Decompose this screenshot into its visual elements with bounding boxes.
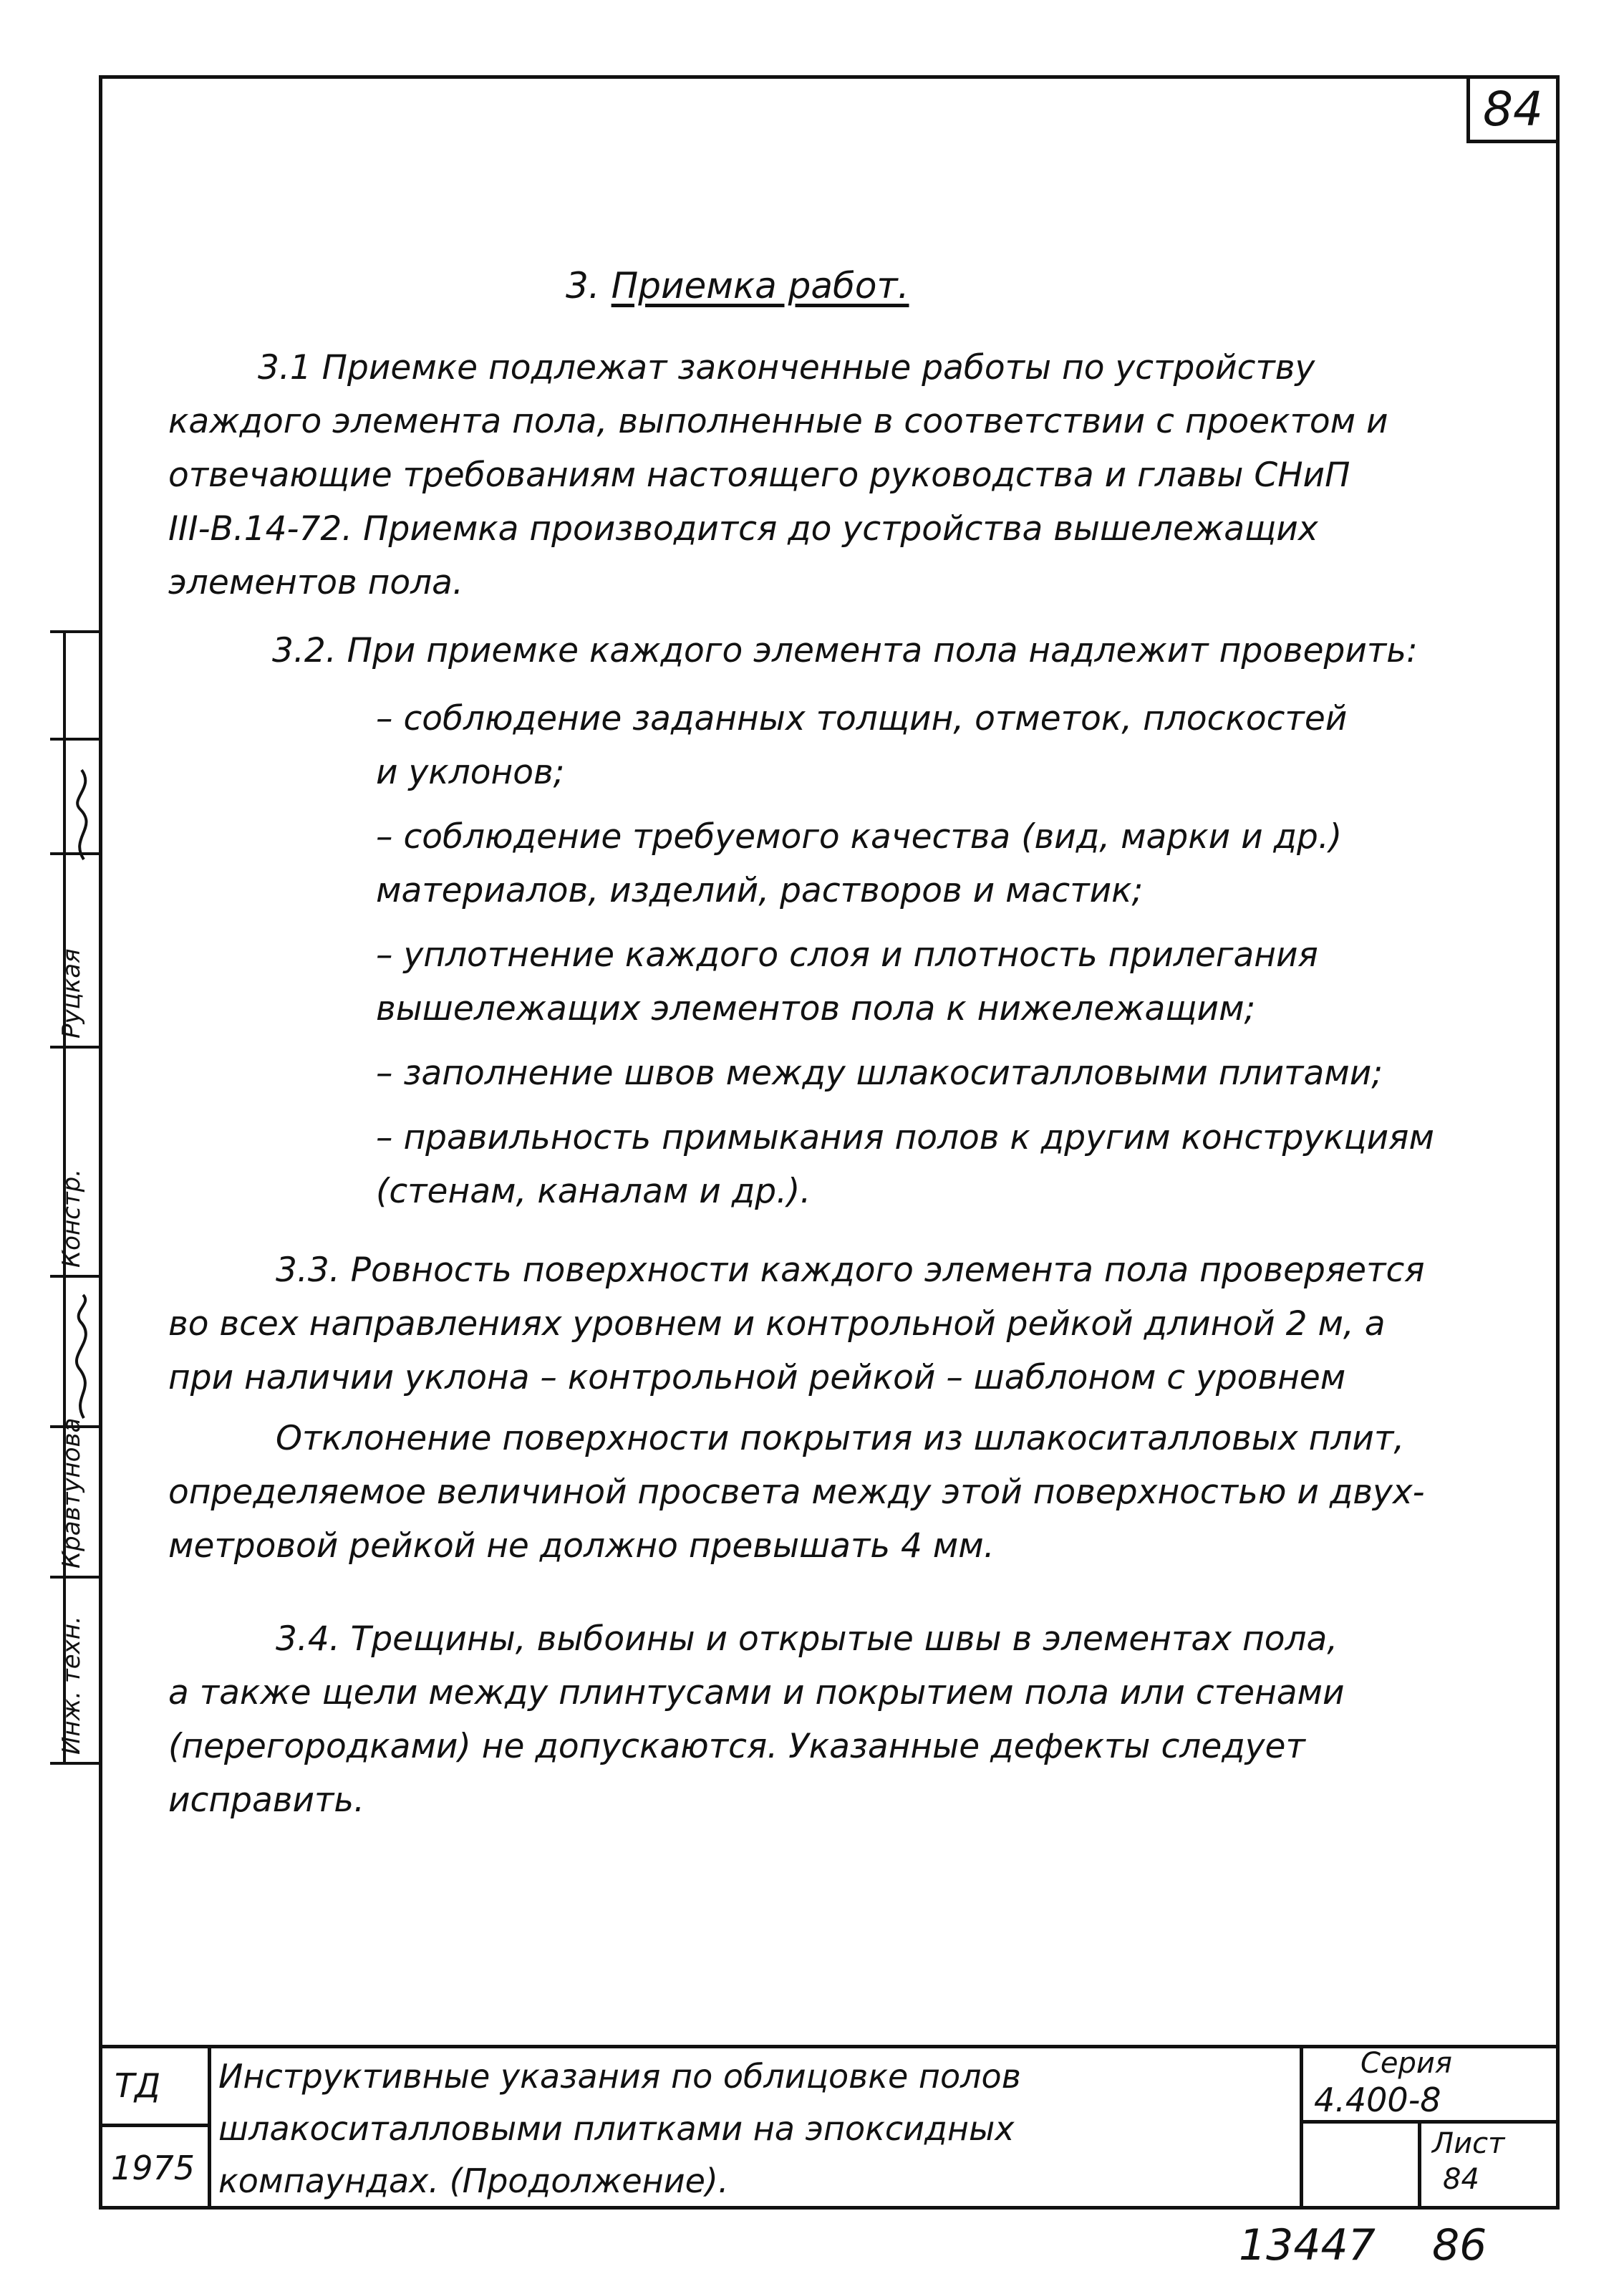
title-block-divider — [1418, 2120, 1421, 2210]
frame-top-border — [99, 75, 1560, 79]
p31-line-4: III-В.14-72. Приемка производится до устройства вышележащих — [168, 509, 1318, 549]
side-label-rutskaya: Руцкая — [57, 948, 86, 1039]
p34-line-4: исправить. — [168, 1781, 365, 1820]
side-strip-tick — [50, 630, 99, 633]
title-block-org: ТД — [115, 2066, 161, 2105]
section-heading — [566, 265, 909, 307]
p32-item-1b: и уклонов; — [376, 753, 565, 792]
sheet-label: Лист — [1432, 2127, 1505, 2160]
title-block-divider — [1300, 2045, 1303, 2210]
page-number: 84 — [1466, 75, 1556, 143]
p33-line-3: при наличии уклона – контрольной рейкой – шаблоном с уровнем — [168, 1358, 1346, 1397]
side-strip-tick — [50, 738, 99, 741]
title-block-divider — [99, 2124, 211, 2127]
side-label-eng-tech: Инж. техн. — [57, 1616, 86, 1755]
p32-item-2b: материалов, изделий, растворов и мастик; — [376, 871, 1144, 910]
p32-intro: 3.2. При приемке каждого элемента пола надлежит проверить: — [272, 631, 1418, 670]
p34-line-1: 3.4. Трещины, выбоины и открытые швы в элементах пола, — [276, 1619, 1338, 1659]
p32-item-3b: вышележащих элементов пола к нижележащим; — [376, 989, 1256, 1028]
side-strip-tick — [50, 1275, 99, 1278]
p31-line-3: отвечающие требованиям настоящего руководства и главы СНиП — [168, 456, 1350, 495]
signature-mark — [66, 759, 102, 867]
title-block-divider — [208, 2045, 211, 2210]
sheet-value: 84 — [1443, 2163, 1479, 2196]
p34-line-3: (перегородками) не допускаются. Указанные дефекты следует — [168, 1727, 1305, 1766]
title-block-desc-3: компаундах. (Продолжение). — [218, 2162, 729, 2200]
section-title: Приемка работ. — [611, 265, 909, 307]
title-block-desc-2: шлакоситалловыми плитками на эпоксидных — [218, 2109, 1015, 2148]
title-block-year: 1975 — [111, 2149, 195, 2187]
p31-line-1: 3.1 Приемке подлежат законченные работы по устройству — [258, 348, 1315, 387]
p32-item-5b: (стенам, каналам и др.). — [376, 1172, 811, 1211]
p33b-line-2: определяемое величиной просвета между этой поверхностью и двух- — [168, 1473, 1425, 1512]
side-strip-tick — [50, 1576, 99, 1579]
p33b-line-1: Отклонение поверхности покрытия из шлакоситалловых плит, — [276, 1419, 1405, 1458]
p32-item-5a: – правильность примыкания полов к другим конструкциям — [376, 1118, 1434, 1157]
signature-mark — [66, 1289, 102, 1425]
p32-item-4: – заполнение швов между шлакоситалловыми плитами; — [376, 1054, 1383, 1093]
frame-left-border — [99, 75, 102, 2210]
title-block-desc-1: Инструктивные указания по облицовке полов — [218, 2057, 1021, 2096]
section-number: 3. — [566, 265, 600, 307]
side-strip-tick — [50, 1762, 99, 1765]
p33b-line-3: метровой рейкой не должно превышать 4 мм. — [168, 1526, 995, 1566]
p32-item-1a: – соблюдение заданных толщин, отметок, плоскостей — [376, 699, 1348, 738]
title-block-divider — [1300, 2120, 1560, 2124]
p33-line-1: 3.3. Ровность поверхности каждого элемента пола проверяется — [276, 1251, 1425, 1290]
p34-line-2: а также щели между плинтусами и покрытием пола или стенами — [168, 1673, 1345, 1712]
p32-item-3a: – уплотнение каждого слоя и плотность прилегания — [376, 935, 1318, 975]
side-label-kravtunova: Кравтунова — [57, 1417, 86, 1569]
p31-line-2: каждого элемента пола, выполненные в соответствии с проектом и — [168, 402, 1388, 441]
series-label: Серия — [1360, 2047, 1452, 2080]
p31-line-5: элементов пола. — [168, 563, 463, 602]
side-label-constructor: Констр. — [57, 1168, 86, 1268]
frame-right-border — [1556, 75, 1560, 2210]
side-strip-tick — [50, 1046, 99, 1049]
archive-page-number: 86 — [1432, 2220, 1487, 2270]
document-number: 13447 — [1239, 2220, 1376, 2270]
p32-item-2a: – соблюдение требуемого качества (вид, марки и др.) — [376, 817, 1343, 857]
series-value: 4.400-8 — [1314, 2081, 1441, 2119]
p33-line-2: во всех направлениях уровнем и контрольной рейкой длиной 2 м, а — [168, 1304, 1386, 1344]
